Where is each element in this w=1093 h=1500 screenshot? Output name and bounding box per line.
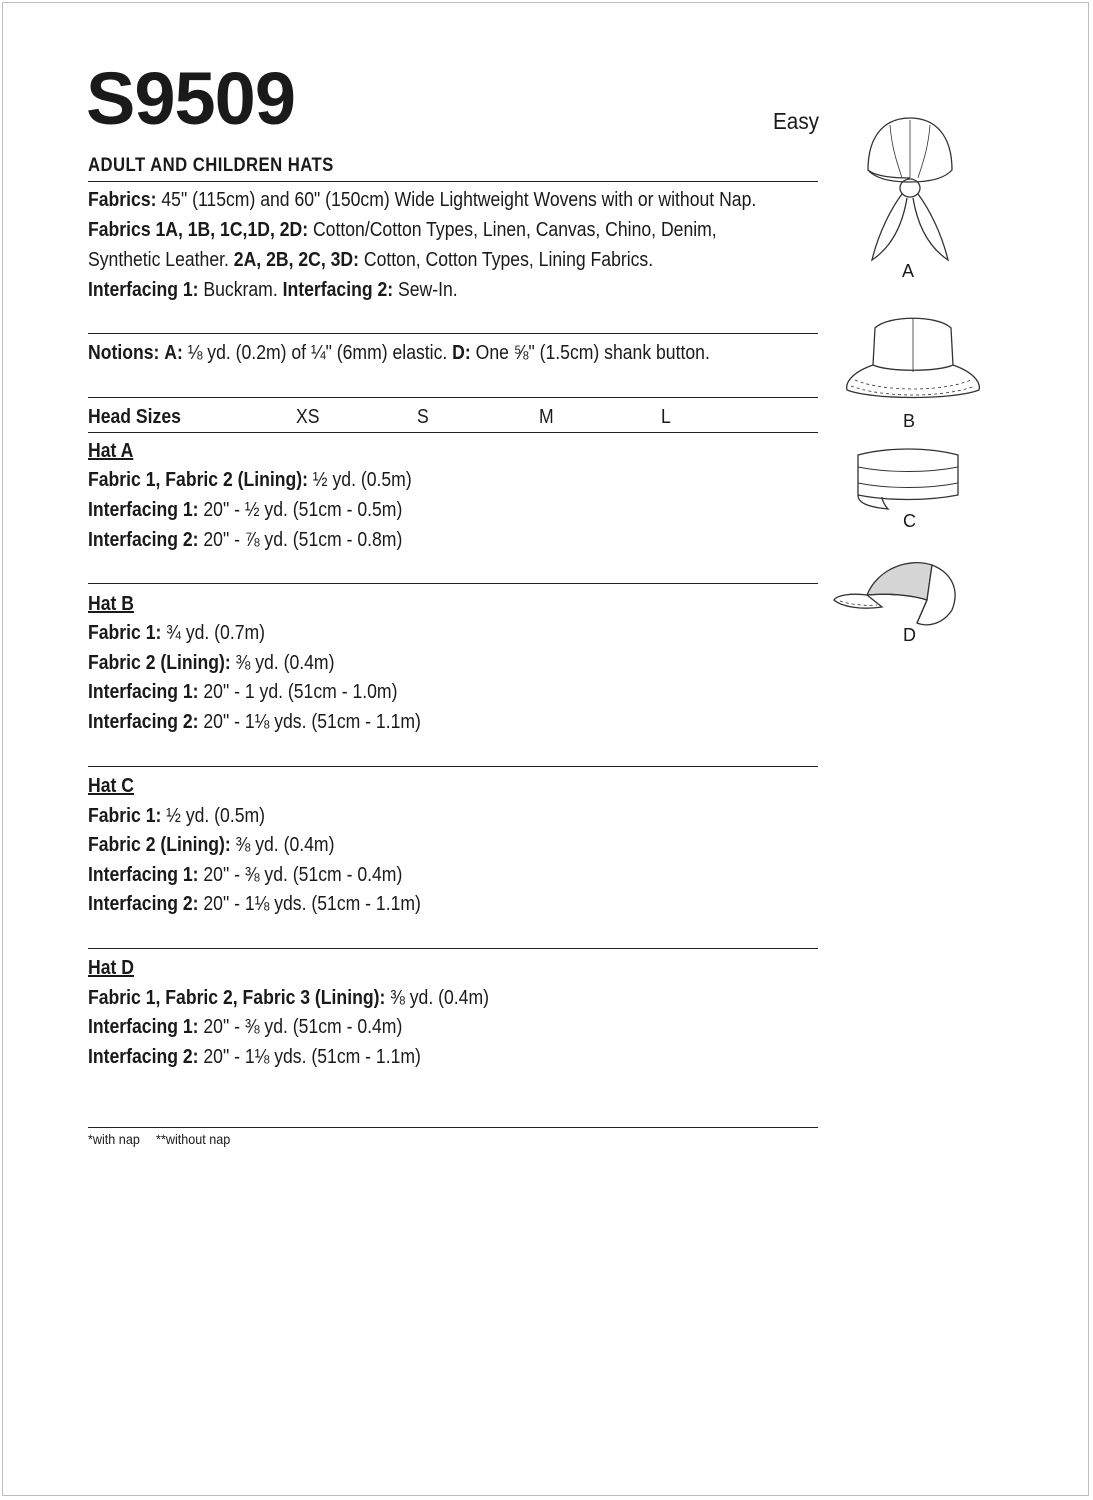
hat-a-line xyxy=(88,529,402,552)
line-label: Fabric 2 (Lining): xyxy=(88,652,231,674)
line-label: Interfacing 1: xyxy=(88,1016,199,1038)
fabrics-text: 45" (115cm) and 60" (150cm) Wide Lightweight Wovens with or without Nap. xyxy=(156,189,757,211)
view-label-c: C xyxy=(903,511,916,531)
footnotes xyxy=(88,1131,246,1147)
hat-d-heading: Hat D xyxy=(88,957,134,979)
divider xyxy=(88,766,818,767)
line-value: ⅜ yd. (0.4m) xyxy=(230,652,335,674)
hat-a-illustration xyxy=(860,110,960,270)
footnote-without-nap: **without nap xyxy=(156,1131,231,1147)
size-l: L xyxy=(661,406,671,428)
line-label: Interfacing 2: xyxy=(88,1046,199,1068)
footnote-with-nap: *with nap xyxy=(88,1131,140,1147)
hat-b-line xyxy=(88,711,421,734)
line-value: ¾ yd. (0.7m) xyxy=(161,622,266,644)
hat-a-heading: Hat A xyxy=(88,440,134,462)
line-value: 20" - 1⅛ yds. (51cm - 1.1m) xyxy=(198,1046,421,1068)
hat-b-line xyxy=(88,681,397,704)
fabric-group2-text: Cotton, Cotton Types, Lining Fabrics. xyxy=(358,249,654,271)
line-label: Interfacing 1: xyxy=(88,864,199,886)
hat-d-line xyxy=(88,987,489,1010)
divider xyxy=(88,583,818,584)
fabric-group1-text: Cotton/Cotton Types, Linen, Canvas, Chino, Denim, xyxy=(308,219,717,241)
line-label: Interfacing 2: xyxy=(88,711,199,733)
hat-c-line xyxy=(88,893,421,916)
view-label-d: D xyxy=(903,625,916,645)
fabric-group1-label: Fabrics 1A, 1B, 1C,1D, 2D: xyxy=(88,219,309,241)
hat-d-illustration xyxy=(832,555,962,635)
line-value: ⅜ yd. (0.4m) xyxy=(385,987,489,1009)
line-value: 20" - ⅜ yd. (51cm - 0.4m) xyxy=(198,1016,403,1038)
size-xs: XS xyxy=(296,406,320,428)
fabrics-label: Fabrics: xyxy=(88,189,157,211)
line-value: 20" - 1⅛ yds. (51cm - 1.1m) xyxy=(198,711,421,733)
line-label: Fabric 1, Fabric 2 (Lining): xyxy=(88,469,309,491)
interfacing2-label: Interfacing 2: xyxy=(282,279,394,301)
line-value: ½ yd. (0.5m) xyxy=(308,469,412,491)
pattern-title: ADULT AND CHILDREN HATS xyxy=(88,155,334,176)
hat-c-heading: Hat C xyxy=(88,775,134,797)
line-label: Fabric 1, Fabric 2, Fabric 3 (Lining): xyxy=(88,987,386,1009)
hat-b-line xyxy=(88,652,334,675)
head-sizes-label xyxy=(88,406,181,429)
interfacing1-label: Interfacing 1: xyxy=(88,279,199,301)
hat-b-illustration xyxy=(843,310,983,400)
size-s: S xyxy=(417,406,429,428)
line-label: Interfacing 2: xyxy=(88,893,199,915)
view-label-b: B xyxy=(903,411,916,431)
divider xyxy=(88,181,818,182)
hat-b-heading: Hat B xyxy=(88,593,134,615)
divider xyxy=(88,432,818,433)
line-value: 20" - ⅜ yd. (51cm - 0.4m) xyxy=(198,864,403,886)
line-value: ½ yd. (0.5m) xyxy=(161,805,266,827)
fabric-group1-line xyxy=(88,219,717,242)
hat-c-illustration xyxy=(848,445,968,515)
interfacing1-text: Buckram. xyxy=(198,279,283,301)
line-label: Interfacing 1: xyxy=(88,499,199,521)
hat-a-line xyxy=(88,499,402,522)
size-m: M xyxy=(539,406,554,428)
line-value: 20" - 1 yd. (51cm - 1.0m) xyxy=(198,681,398,703)
line-value: 20" - ½ yd. (51cm - 0.5m) xyxy=(198,499,403,521)
divider xyxy=(88,948,818,949)
view-label-a: A xyxy=(902,261,915,281)
notions-a-text: ⅛ yd. (0.2m) of ¼" (6mm) elastic. xyxy=(182,342,453,364)
line-value: 20" - 1⅛ yds. (51cm - 1.1m) xyxy=(198,893,421,915)
notions-a-label: A: xyxy=(164,342,183,364)
divider xyxy=(88,1127,818,1128)
notions-label: Notions: xyxy=(88,342,160,364)
hat-c-line xyxy=(88,834,334,857)
line-label: Fabric 1: xyxy=(88,622,162,644)
interfacing2-text: Sew-In. xyxy=(393,279,458,301)
fabric-group2-prefix: Synthetic Leather. xyxy=(88,249,234,271)
hat-d-line xyxy=(88,1046,421,1069)
line-value: 20" - ⅞ yd. (51cm - 0.8m) xyxy=(198,529,403,551)
fabric-group2-label: 2A, 2B, 2C, 3D: xyxy=(233,249,359,271)
line-label: Interfacing 1: xyxy=(88,681,199,703)
line-value: ⅜ yd. (0.4m) xyxy=(230,834,335,856)
hat-c-line xyxy=(88,805,265,828)
head-sizes-text: Head Sizes xyxy=(88,406,181,428)
fabrics-line xyxy=(88,189,756,212)
notions-line xyxy=(88,342,710,365)
line-label: Fabric 2 (Lining): xyxy=(88,834,231,856)
line-label: Interfacing 2: xyxy=(88,529,199,551)
fabric-group2-line xyxy=(88,249,653,272)
difficulty-label: Easy xyxy=(773,108,820,134)
hat-b-line xyxy=(88,622,265,645)
hat-d-line xyxy=(88,1016,402,1039)
notions-d-label: D: xyxy=(452,342,471,364)
hat-c-line xyxy=(88,864,402,887)
divider xyxy=(88,397,818,398)
divider xyxy=(88,333,818,334)
interfacing-line xyxy=(88,279,458,302)
pattern-number: S9509 xyxy=(86,57,295,140)
hat-a-line xyxy=(88,469,412,492)
line-label: Fabric 1: xyxy=(88,805,162,827)
notions-d-text: One ⅝" (1.5cm) shank button. xyxy=(470,342,710,364)
